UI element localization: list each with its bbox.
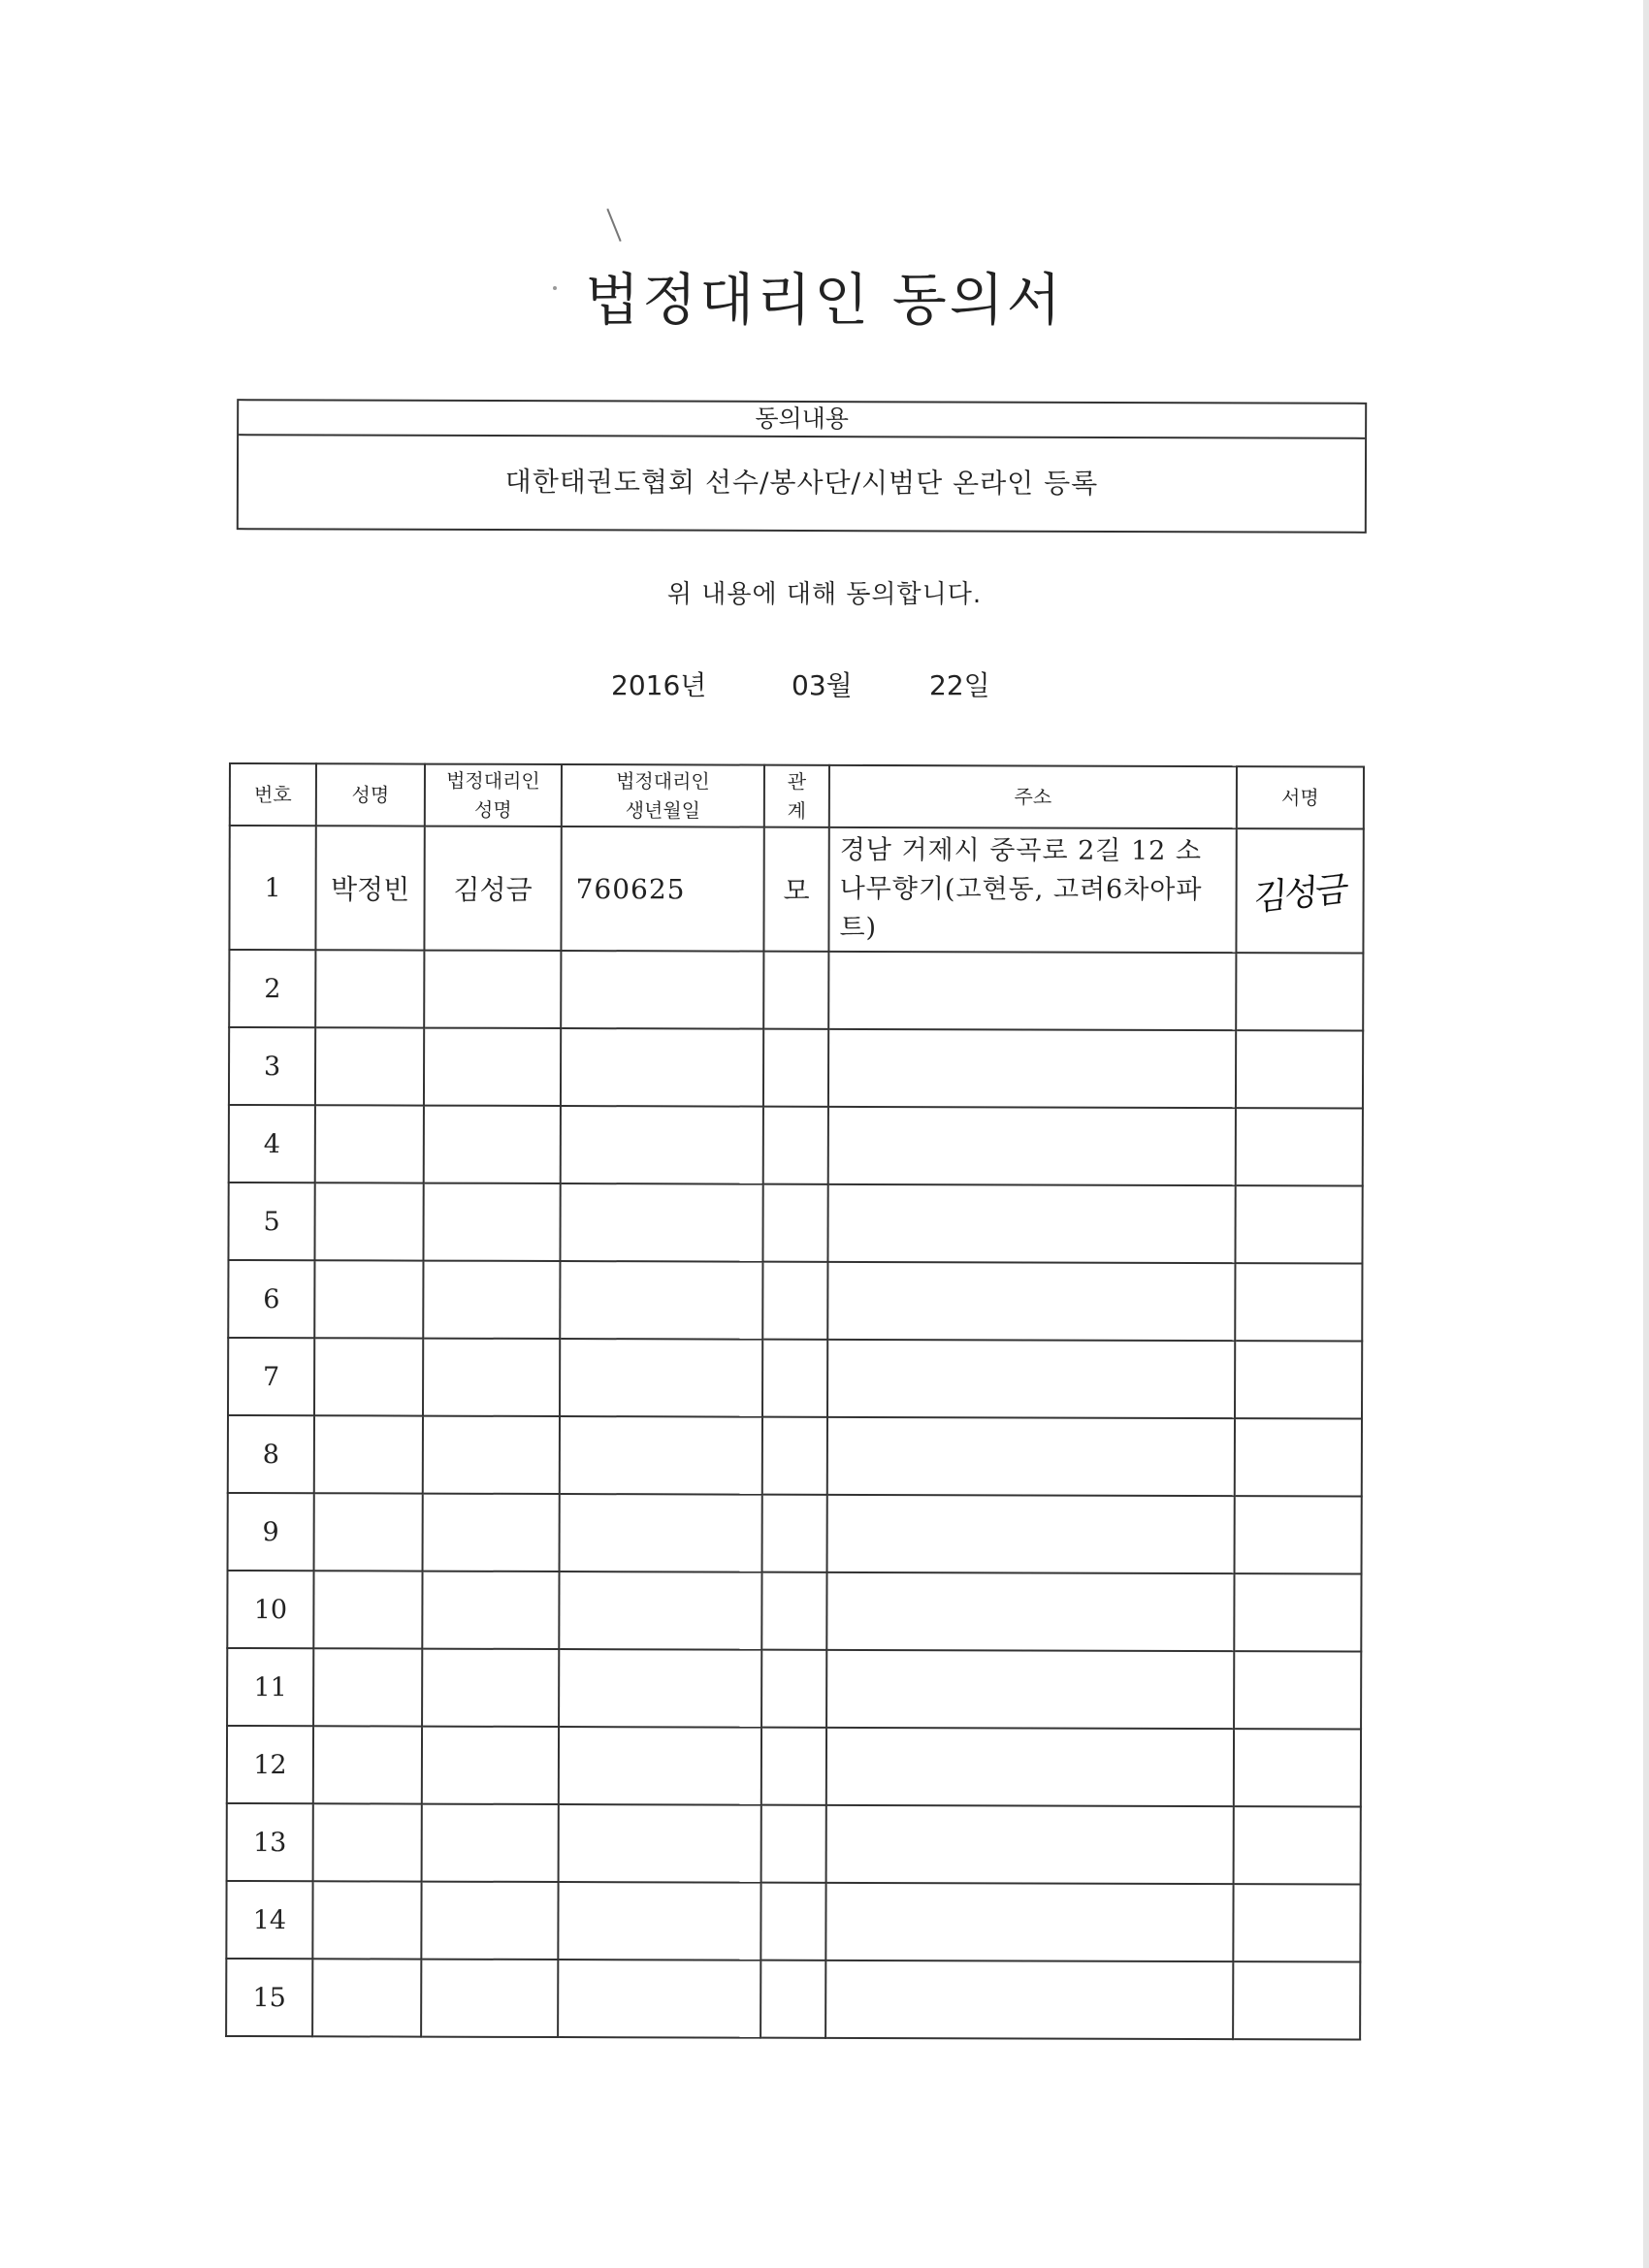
cell-dob <box>559 1571 761 1650</box>
cell-guardian <box>424 1028 561 1106</box>
header-guardian-name-line1: 법정대리인 <box>446 768 540 793</box>
cell-relation <box>762 1340 827 1417</box>
header-relation <box>764 765 829 827</box>
cell-guardian <box>423 1339 560 1416</box>
cell-dob <box>560 1183 762 1262</box>
cell-address <box>828 1029 1236 1108</box>
cell-signature <box>1234 1806 1361 1884</box>
cell-dob <box>559 1727 761 1805</box>
cell-relation <box>762 1417 827 1495</box>
cell-relation <box>763 1107 828 1184</box>
cell-signature <box>1234 1573 1361 1651</box>
cell-dob <box>559 1804 761 1883</box>
cell-address <box>827 1417 1235 1496</box>
cell-signature <box>1235 1496 1362 1573</box>
consent-box <box>237 399 1367 534</box>
agreement-statement: 위 내용에 대해 동의합니다. <box>666 580 983 609</box>
cell-dob <box>560 1416 762 1495</box>
scan-mark <box>606 209 621 242</box>
cell-guardian <box>423 1261 560 1339</box>
cell-address <box>825 1960 1233 2039</box>
cell-signature <box>1236 1108 1363 1185</box>
cell-relation <box>762 1262 827 1340</box>
date-year: 2016년 <box>611 669 707 701</box>
consent-body: 대한태권도협회 선수/봉사단/시범단 온라인 등록 <box>504 466 1099 500</box>
cell-signature <box>1233 1884 1360 1961</box>
page-title: 법정대리인 동의서 <box>585 267 1064 333</box>
header-relation-line2: 계 <box>787 798 807 823</box>
cell-relation <box>761 1805 826 1883</box>
cell-guardian <box>424 951 561 1028</box>
table-row <box>229 1027 1363 1108</box>
cell-dob: 760625 <box>561 826 763 952</box>
cell-name <box>314 1415 423 1493</box>
date-month: 03월 <box>792 669 853 701</box>
table-row <box>229 950 1363 1030</box>
scan-edge <box>1643 0 1649 2268</box>
header-guardian-dob-line1: 법정대리인 <box>616 769 710 794</box>
table-row <box>228 1493 1362 1573</box>
cell-dob <box>558 1882 760 1960</box>
consent-header: 동의내용 <box>239 401 1365 439</box>
cell-signature <box>1234 1729 1361 1806</box>
cell-address <box>826 1650 1234 1729</box>
cell-no: 15 <box>226 1959 312 2036</box>
cell-name <box>314 1260 423 1338</box>
cell-signature <box>1236 953 1363 1030</box>
cell-relation <box>761 1728 826 1805</box>
cell-no: 4 <box>229 1105 315 1183</box>
cell-signature <box>1234 1651 1361 1729</box>
cell-no: 13 <box>227 1803 313 1881</box>
cell-dob <box>560 1339 762 1417</box>
cell-no: 3 <box>229 1027 315 1105</box>
cell-no: 10 <box>227 1571 313 1648</box>
cell-dob <box>560 1261 762 1340</box>
cell-name: 박정빈 <box>315 826 424 950</box>
cell-signature <box>1235 1418 1362 1496</box>
cell-no: 8 <box>228 1415 314 1493</box>
cell-no: 5 <box>228 1183 314 1260</box>
guardian-table <box>225 762 1365 2040</box>
cell-guardian <box>422 1571 559 1649</box>
cell-address <box>827 1262 1235 1341</box>
cell-signature <box>1235 1341 1362 1418</box>
cell-signature <box>1236 1030 1363 1108</box>
cell-name <box>313 1571 422 1648</box>
date-day: 22일 <box>929 669 990 701</box>
header-name: 성명 <box>316 763 425 826</box>
header-address: 주소 <box>829 765 1237 828</box>
cell-relation <box>762 1184 827 1262</box>
cell-address <box>826 1805 1234 1884</box>
table-row <box>226 1881 1360 1961</box>
cell-relation <box>763 1029 828 1107</box>
cell-name <box>313 1648 422 1726</box>
cell-relation <box>762 1495 827 1572</box>
cell-name <box>315 950 424 1027</box>
table-header-row <box>230 763 1364 828</box>
cell-name <box>313 1726 422 1803</box>
cell-guardian: 김성금 <box>424 826 561 951</box>
table-row <box>227 1648 1361 1729</box>
cell-no: 9 <box>228 1493 314 1571</box>
cell-no: 2 <box>229 950 315 1027</box>
cell-address <box>826 1572 1234 1651</box>
table-row <box>227 1571 1361 1651</box>
table-row <box>228 1338 1362 1418</box>
cell-dob <box>558 1960 760 2038</box>
cell-address: 경남 거제시 중곡로 2길 12 소나무향기(고현동, 고려6차아파트) <box>828 827 1236 953</box>
cell-no: 14 <box>226 1881 312 1959</box>
cell-dob <box>561 951 763 1029</box>
table-row <box>228 1415 1362 1496</box>
handwritten-signature: 김성금 <box>1252 868 1347 919</box>
cell-signature <box>1236 828 1363 953</box>
cell-name <box>315 1027 424 1105</box>
cell-guardian <box>424 1106 561 1183</box>
cell-address <box>827 1340 1235 1418</box>
cell-guardian <box>423 1416 560 1494</box>
cell-guardian <box>422 1804 559 1882</box>
cell-relation <box>763 952 828 1029</box>
cell-name <box>315 1105 424 1183</box>
cell-relation <box>761 1572 826 1650</box>
cell-guardian <box>421 1960 558 2037</box>
table-row <box>227 1726 1361 1806</box>
header-relation-line1: 관 <box>787 769 807 794</box>
cell-no: 6 <box>228 1260 314 1338</box>
cell-guardian <box>422 1649 559 1727</box>
cell-relation <box>760 1960 825 2038</box>
table-row <box>229 826 1363 953</box>
cell-address <box>827 1495 1235 1573</box>
cell-guardian <box>423 1494 560 1571</box>
cell-guardian <box>421 1882 558 1960</box>
cell-no: 11 <box>227 1648 313 1726</box>
cell-address <box>828 952 1236 1030</box>
header-guardian-dob <box>562 764 764 827</box>
cell-relation: 모 <box>763 827 828 952</box>
cell-name <box>314 1493 423 1571</box>
cell-relation <box>760 1883 825 1960</box>
table-row <box>229 1105 1363 1185</box>
header-guardian-name <box>425 764 562 826</box>
cell-signature <box>1235 1263 1362 1341</box>
table-row <box>228 1183 1362 1263</box>
cell-name <box>314 1338 423 1415</box>
cell-name <box>313 1803 422 1881</box>
header-guardian-dob-line2: 생년월일 <box>625 798 701 823</box>
cell-name <box>312 1881 421 1959</box>
cell-no: 12 <box>227 1726 313 1803</box>
cell-name <box>314 1183 423 1260</box>
cell-signature <box>1233 1961 1360 2039</box>
cell-name <box>312 1959 421 2036</box>
table-row <box>226 1959 1360 2039</box>
cell-address <box>826 1728 1234 1806</box>
cell-guardian <box>423 1183 560 1261</box>
table-row <box>227 1803 1361 1884</box>
header-signature: 서명 <box>1237 766 1364 828</box>
header-no: 번호 <box>230 763 316 826</box>
cell-dob <box>560 1494 762 1572</box>
cell-no: 1 <box>229 826 315 950</box>
cell-address <box>825 1883 1233 1961</box>
cell-dob <box>559 1649 761 1728</box>
cell-no: 7 <box>228 1338 314 1415</box>
cell-dob <box>561 1106 763 1184</box>
table-row <box>228 1260 1362 1341</box>
cell-guardian <box>422 1727 559 1804</box>
cell-address <box>828 1107 1236 1185</box>
cell-signature <box>1235 1185 1362 1263</box>
header-guardian-name-line2: 성명 <box>473 797 512 822</box>
cell-address <box>827 1184 1235 1263</box>
cell-relation <box>761 1650 826 1728</box>
cell-dob <box>561 1028 763 1107</box>
